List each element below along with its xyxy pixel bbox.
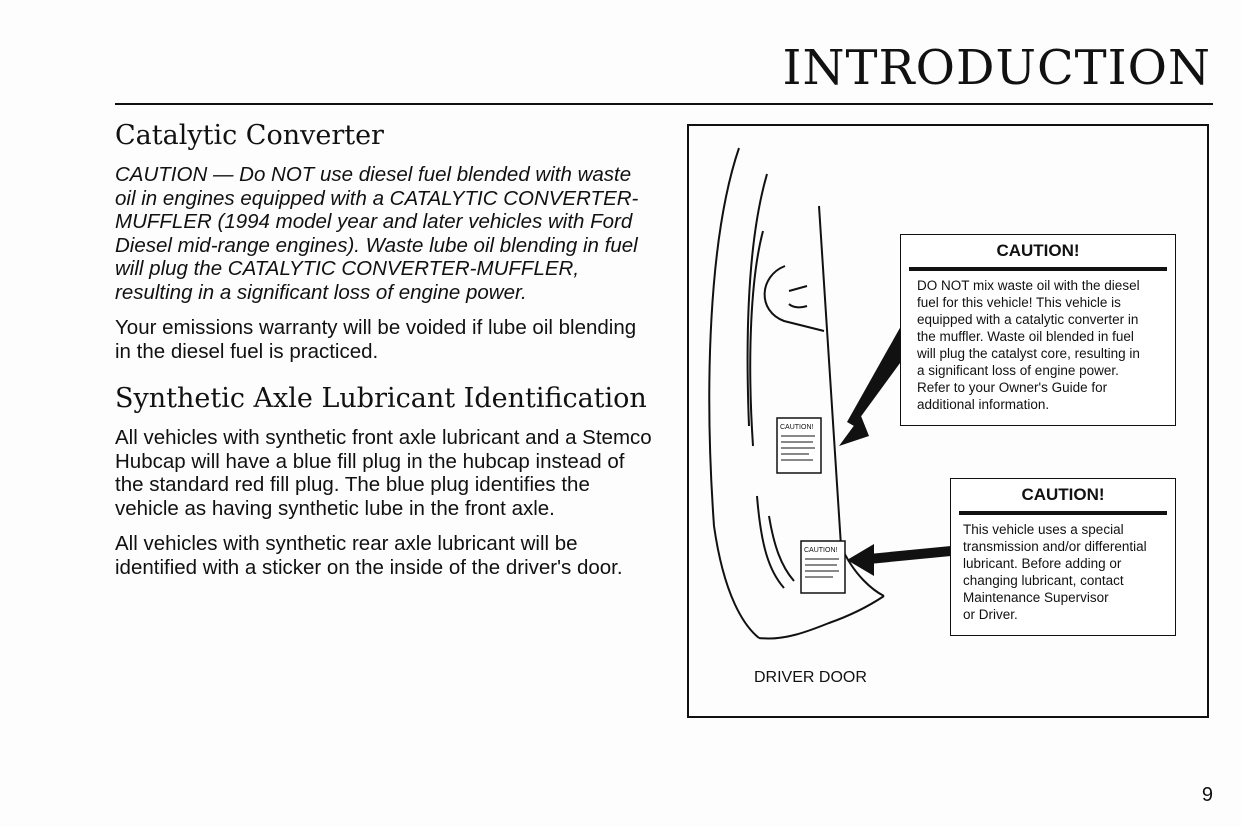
caution-sticker-lower [801,541,845,593]
section-heading-catalytic-converter: Catalytic Converter [115,120,384,151]
sticker-upper-label: CAUTION! [780,424,814,431]
caution-box-lubricant [950,478,1176,636]
caution-box-rule [909,267,1167,271]
caution-line: fuel for this vehicle! This vehicle is [917,295,1121,310]
section-heading-synthetic-axle-lubricant: Synthetic Axle Lubricant Identification [115,383,647,414]
caution-box-body [951,521,1175,623]
caution-line: a significant loss of engine power. [917,363,1119,378]
caution-line: equipped with a catalytic converter in [917,312,1139,327]
page-header-title: INTRODUCTION [782,40,1211,96]
caution-line: transmission and/or differential [963,539,1147,554]
caution-line: additional information. [917,397,1050,412]
caution-line: Maintenance Supervisor [963,590,1109,605]
header-rule [115,103,1213,105]
caution-line: the muffler. Waste oil blended in fuel [917,329,1134,344]
caution-line: DO NOT mix waste oil with the diesel [917,278,1140,293]
caution-line: will plug the catalyst core, resulting in [917,346,1140,361]
caution-line: Refer to your Owner's Guide for [917,380,1108,395]
caution-line: lubricant. Before adding or [963,556,1122,571]
caution-box-title: CAUTION! [996,241,1080,260]
rear-axle-paragraph: All vehicles with synthetic rear axle lubricant will be identified with a sticker on the inside of the driver's door. [115,532,623,579]
emissions-warranty-paragraph: Your emissions warranty will be voided if lube oil blending in the diesel fuel is practiced. [115,316,637,363]
caution-line: This vehicle uses a special [963,522,1124,537]
caution-box-body [901,277,1175,413]
text-column [115,120,655,591]
caution-box-title: CAUTION! [1021,485,1105,504]
caution-box-waste-oil [900,234,1176,426]
front-axle-paragraph: All vehicles with synthetic front axle lubricant and a Stemco Hubcap will have a blue fill plug in the hubcap instead of the standard red fill plug. The blue plug identifies the vehicle as having synthetic lube in the front axle. [115,426,652,520]
caution-box-rule [959,511,1167,515]
leader-arrow-lower [847,544,951,576]
driver-door-figure [687,124,1209,718]
page-number: 9 [1201,784,1213,806]
caution-paragraph: CAUTION — Do NOT use diesel fuel blended with waste oil in engines equipped with a CATALYTIC CONVERTER-MUFFLER (1994 model year and later vehicles with Ford Diesel mid-range engines). Waste lube oil blending in fuel will plug the CATALYTIC CONVERTER-MUFFLER, resulting in a significant loss of engine power. [115,163,639,304]
caution-line: changing lubricant, contact [963,573,1124,588]
figure-caption: DRIVER DOOR [754,669,867,686]
caution-line: or Driver. [963,607,1018,622]
sticker-lower-label: CAUTION! [804,547,838,554]
caution-sticker-upper [777,418,821,473]
